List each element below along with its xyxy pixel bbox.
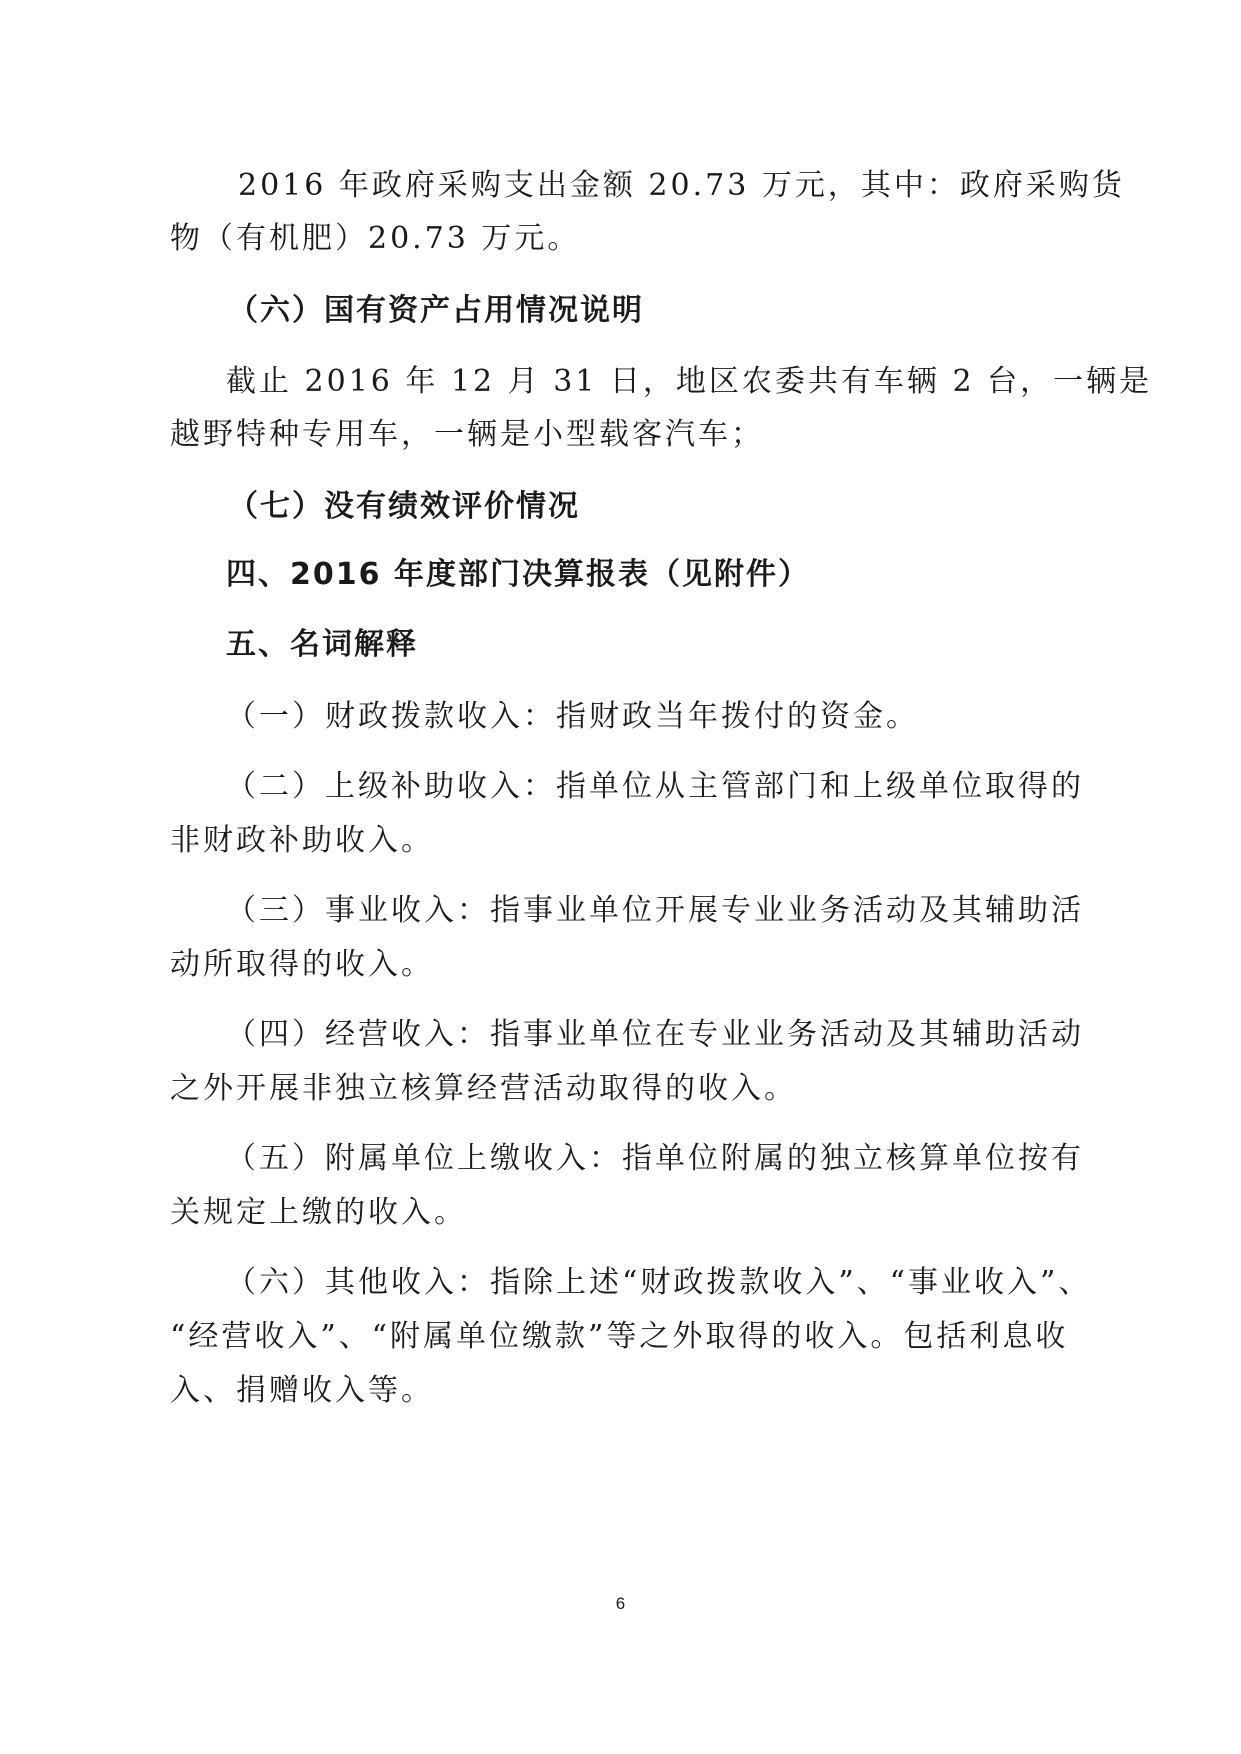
paragraph-line: 物（有机肥）20.73 万元。 bbox=[170, 221, 581, 256]
definition-line: “经营收入”、“附属单位缴款”等之外取得的收入。包括利息收 bbox=[170, 1319, 1069, 1354]
definition-line: （六）其他收入：指除上述“财政拨款收入”、“事业收入”、 bbox=[226, 1265, 1092, 1300]
definition-line: 非财政补助收入。 bbox=[170, 823, 434, 858]
paragraph-line: 截止 2016 年 12 月 31 日，地区农委共有车辆 2 台，一辆是 bbox=[226, 364, 1153, 399]
definition-line: （三）事业收入：指事业单位开展专业业务活动及其辅助活 bbox=[226, 893, 1084, 928]
definition-line: 关规定上缴的收入。 bbox=[170, 1195, 467, 1230]
page-number: 6 bbox=[615, 1594, 626, 1613]
definition-line: （五）附属单位上缴收入：指单位附属的独立核算单位按有 bbox=[226, 1141, 1084, 1176]
definition-line: 入、捐赠收入等。 bbox=[170, 1373, 434, 1408]
section-heading: 四、2016 年度部门决算报表（见附件） bbox=[226, 557, 810, 592]
paragraph-line: 2016 年政府采购支出金额 20.73 万元，其中：政府采购货 bbox=[238, 168, 1125, 203]
definition-line: （四）经营收入：指事业单位在专业业务活动及其辅助活动 bbox=[226, 1017, 1084, 1052]
section-heading: （六）国有资产占用情况说明 bbox=[228, 293, 644, 328]
paragraph-line: 越野特种专用车，一辆是小型载客汽车； bbox=[170, 417, 764, 452]
definition-line: （一）财政拨款收入：指财政当年拨付的资金。 bbox=[226, 699, 919, 734]
definition-line: 之外开展非独立核算经营活动取得的收入。 bbox=[170, 1071, 797, 1106]
definition-line: 动所取得的收入。 bbox=[170, 947, 434, 982]
section-heading: （七）没有绩效评价情况 bbox=[228, 489, 580, 524]
definition-line: （二）上级补助收入：指单位从主管部门和上级单位取得的 bbox=[226, 769, 1084, 804]
section-heading: 五、名词解释 bbox=[226, 627, 418, 662]
